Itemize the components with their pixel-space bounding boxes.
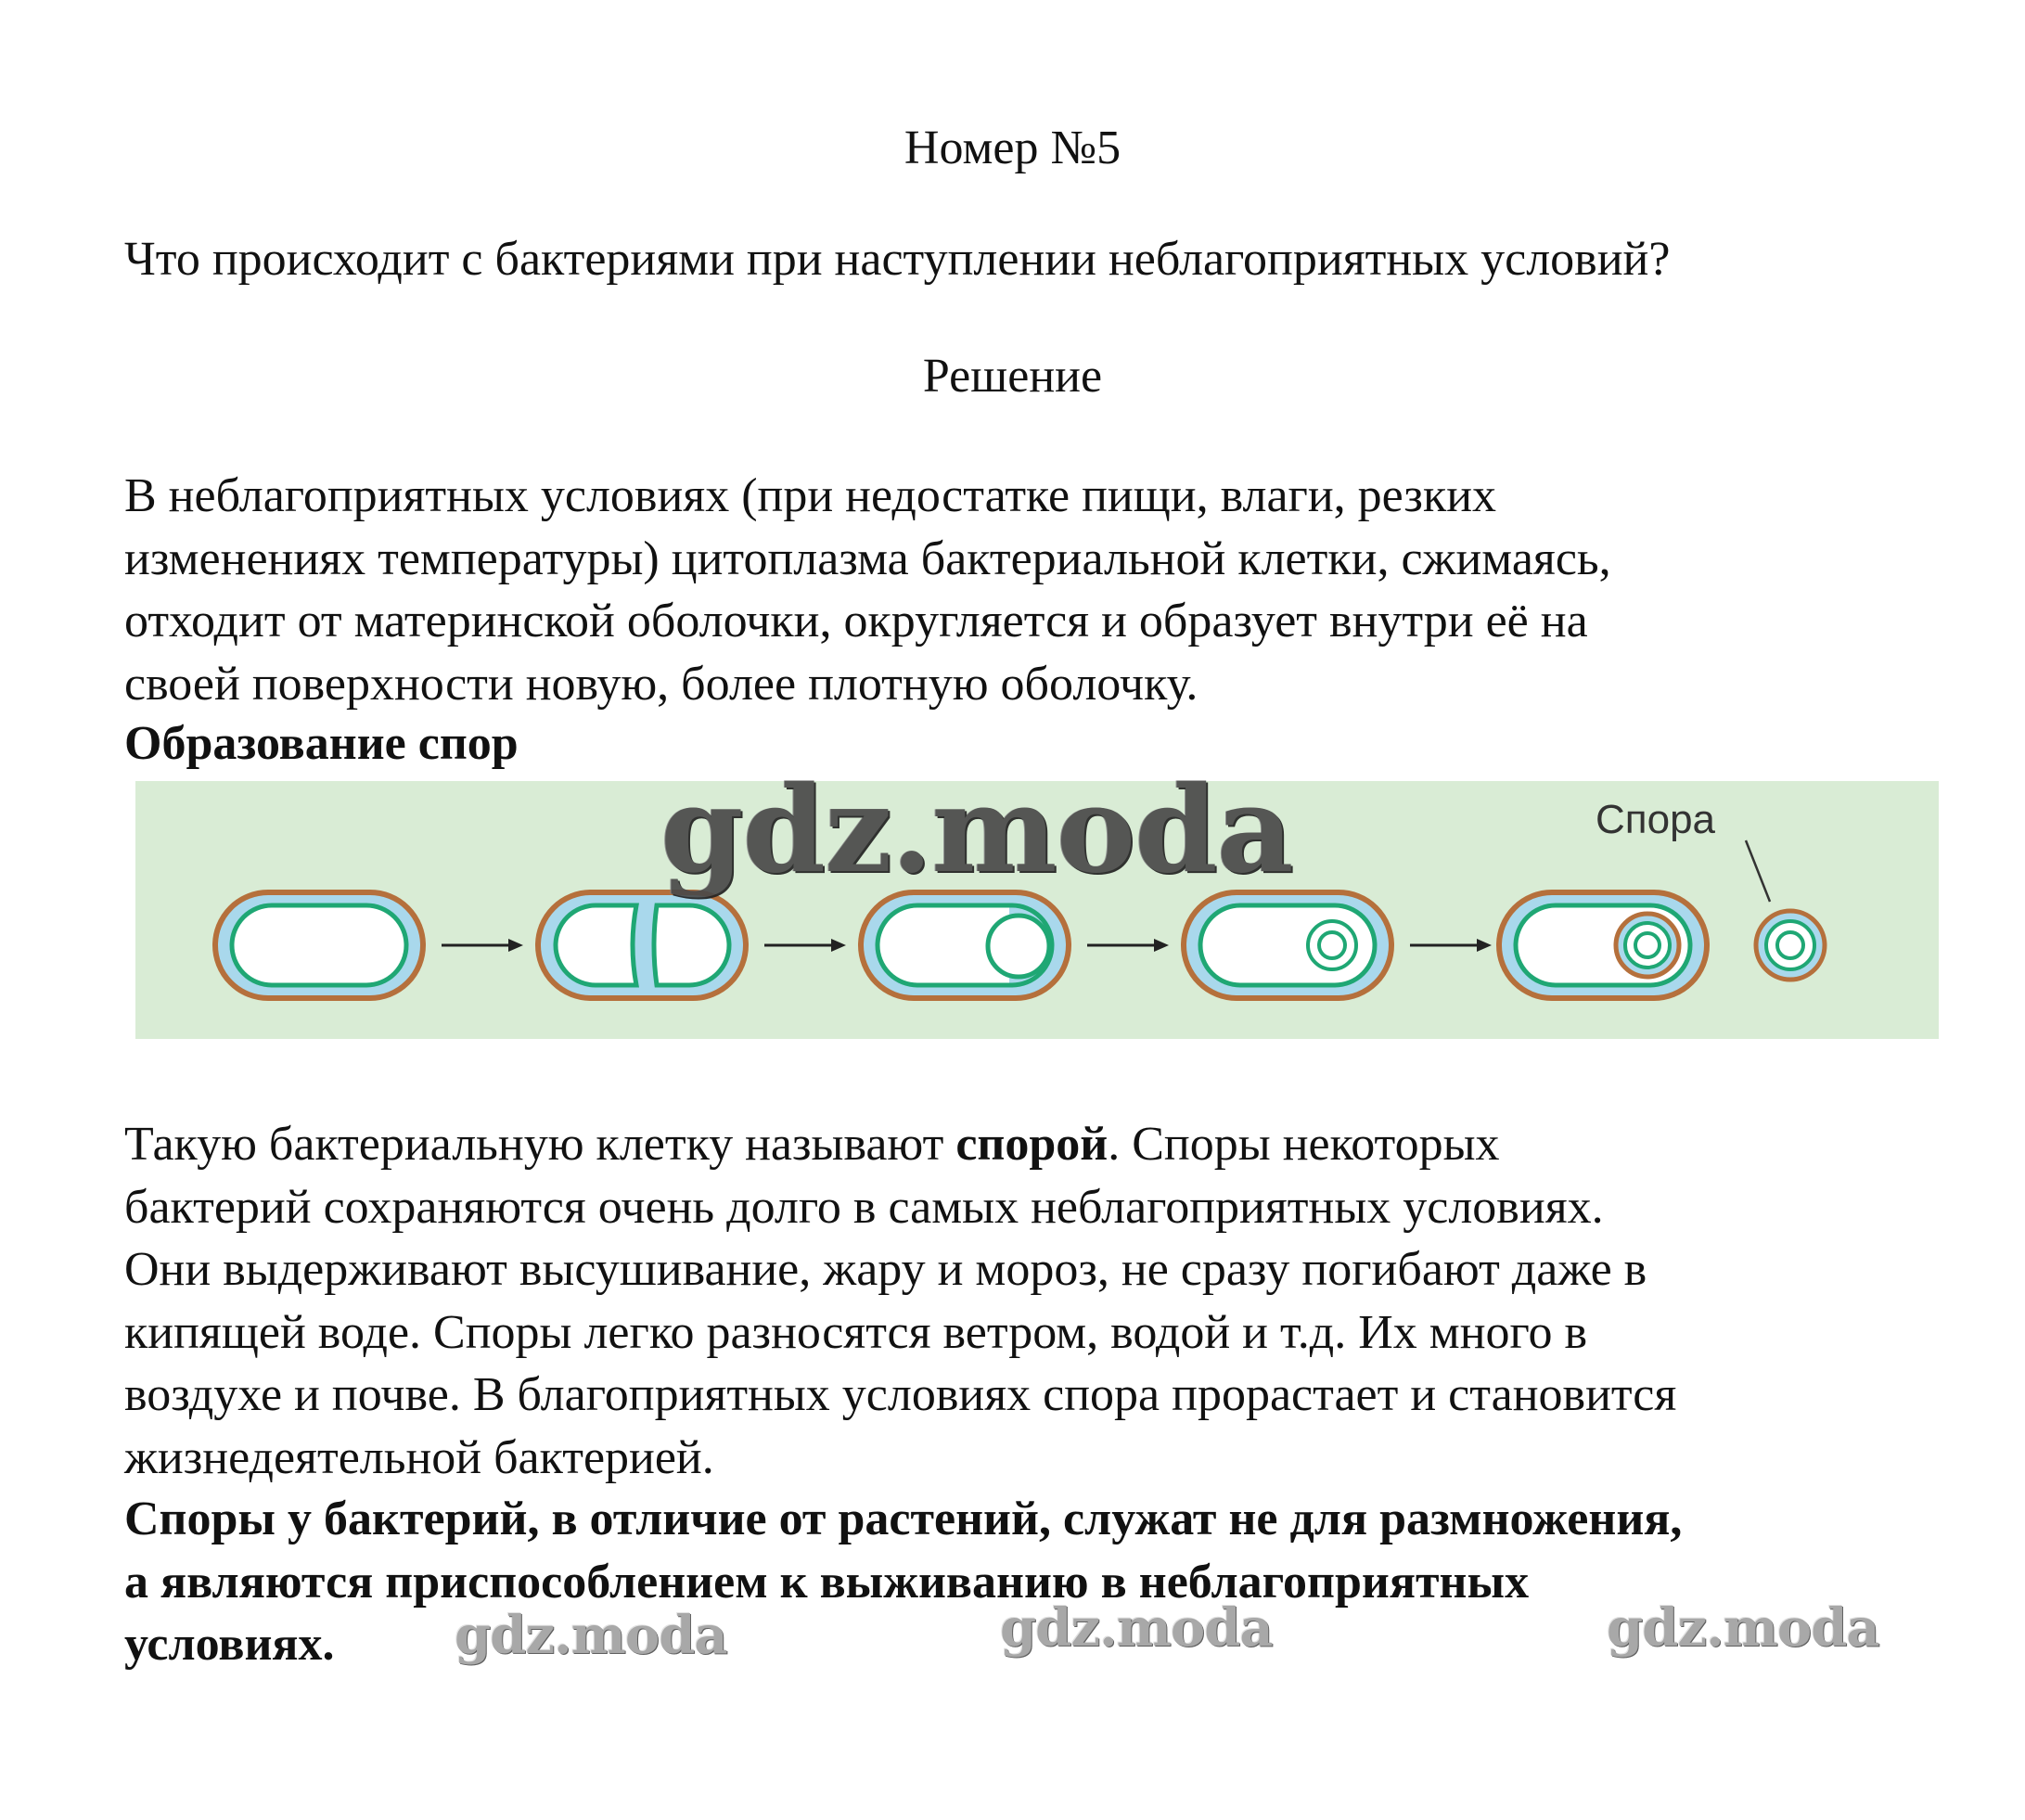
- text-line: кипящей воде. Споры легко разносятся ветром, водой и т.д. Их много в: [124, 1305, 1588, 1359]
- bacterial-cell-stage-5: [1499, 892, 1707, 998]
- text-segment: Такую бактериальную клетку называют: [124, 1118, 956, 1171]
- solution-label: Решение: [922, 350, 1103, 403]
- text-line: условиях.: [124, 1618, 335, 1671]
- bacterial-cell-stage-4: [1184, 892, 1391, 998]
- bold-term: спорой: [955, 1118, 1109, 1171]
- text-line: [124, 1113, 1942, 1176]
- text-segment: . Споры некоторых: [1108, 1118, 1500, 1171]
- figure-heading: Образование спор: [124, 717, 519, 770]
- text-line: Они выдерживают высушивание, жару и мороз, не сразу погибают даже в: [124, 1243, 1647, 1296]
- text-line: своей поверхности новую, более плотную оболочку.: [124, 657, 1198, 711]
- text-line: В неблагоприятных условиях (при недостатке пищи, влаги, резких: [124, 469, 1497, 522]
- text-line: а являются приспособлением к выживанию в неблагоприятных: [124, 1555, 1530, 1609]
- text-line: отходит от материнской оболочки, округляется и образует внутри её на: [124, 595, 1588, 647]
- bacterial-cell-stage-1: [215, 892, 423, 998]
- released-spore: [1756, 911, 1825, 980]
- task-number-title: Номер №5: [904, 122, 1121, 174]
- text-line: воздухе и почве. В благоприятных условиях спора прорастает и становится: [124, 1368, 1677, 1421]
- task-question: Что происходит с бактериями при наступлении неблагоприятных условий?: [124, 233, 1671, 286]
- text-line: Споры у бактерий, в отличие от растений, служат не для размножения,: [124, 1493, 1683, 1545]
- paragraph-spore-description: [124, 1113, 1942, 1489]
- bacterial-cell-stage-2: [538, 892, 746, 998]
- text-line: жизнедеятельной бактерией.: [124, 1430, 714, 1484]
- spore-label: Спора: [1596, 797, 1716, 842]
- bacterial-cell-stage-3: [861, 892, 1069, 998]
- text-line: бактерий сохраняются очень долго в самых неблагоприятных условиях.: [124, 1180, 1604, 1234]
- paragraph-spore-formation: [124, 465, 1942, 715]
- watermark-logo: gdz.moda: [455, 1605, 727, 1666]
- text-line: изменениях температуры) цитоплазма бактериальной клетки, сжимаясь,: [124, 532, 1611, 585]
- watermark-logo: gdz.moda: [1607, 1597, 1879, 1659]
- watermark-logo: gdz.moda: [1000, 1597, 1273, 1659]
- watermark-logo: gdz.moda: [660, 761, 1293, 900]
